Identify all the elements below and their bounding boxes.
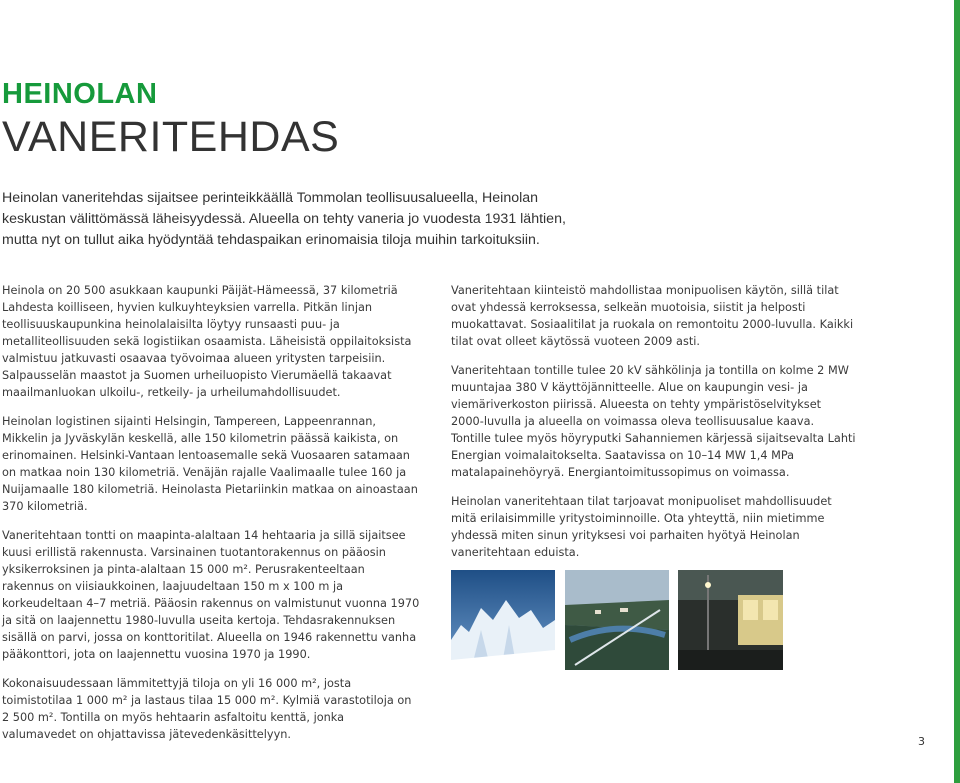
snowy-forest-photo — [451, 570, 555, 670]
page-number: 3 — [918, 735, 925, 748]
left-paragraph-3: Vaneritehtaan tontti on maapinta-alaltaan 14 hehtaaria ja sillä sijaitsee kuusi erillistä rakennusta. Varsinainen tuotantorakennus on pääosin yksikerroksinen ja pinta-alaltaan 15 000 m². Perusrakenteeltaan rakennus on viisiaukkoinen, laajuudeltaan 150 m x 100 m ja korkeudeltaan 4–7 metriä. Pääosin rakennus on valmistunut vuonna 1970 ja sitä on laajennettu 1980-luvulla useita kertoja. Tehdasrakennuksen sisällä on parvi, jossa on konttoritilat. Alueella on 1946 rakennettu vanha pääkonttori, jota on laajennettu vuosina 1970 ja 1990. — [2, 529, 420, 661]
left-paragraph-1: Heinola on 20 500 asukkaan kaupunki Päijät-Hämeessä, 37 kilometriä Lahdesta koilliseen, hyvien kulkuyhteyksien varrella. Pitkän linjan teollisuuskaupunkina heinolalaisilta löytyy runsaasti puu- ja metalliteollisuuden sekä logistiikan osaamista. Läheisistä oppilaitoksista valmistuu jatkuvasti osaavaa työvoimaa alueen yritysten tarpeisiin. Salpausselän maastot ja Suomen urheiluopisto Vierumäellä takaavat maailmanluokan ulkoilu-, retkeily- ja urheilumahdollisuudet. — [2, 284, 412, 399]
page-edge-bar — [954, 0, 960, 783]
aerial-town-bridge-photo — [565, 570, 669, 670]
right-paragraph-3: Heinolan vaneritehtaan tilat tarjoavat monipuoliset mahdollisuudet mitä erilaisimmille yritystoiminnoille. Ota yhteyttä, niin mietimme yhdessä miten sinun yrityksesi voi parhaiten hyötyä Heinolan vaneritehtaan eduista. — [451, 495, 832, 559]
right-column — [451, 282, 856, 573]
page-title-line-1: HEINOLAN — [2, 78, 158, 110]
left-paragraph-4: Kokonaisuudessaan lämmitettyjä tiloja on yli 16 000 m², josta toimistotilaa 1 000 m² ja lastaus tilaa 15 000 m². Kylmiä varastotiloja on 2 500 m². Tontilla on myös hehtaarin asfaltoitu kenttä, jonka valumavedet on ohjattavissa jätevedenkäsittelyyn. — [2, 677, 412, 741]
left-paragraph-2: Heinolan logistinen sijainti Helsingin, Tampereen, Lappeenrannan, Mikkelin ja Jyväskylän keskellä, alle 150 kilometrin päässä kaikista, on erinomainen. Helsinki-Vantaan lentoasemalle sekä Vuosaaren satamaan on matkaa noin 130 kilometriä. Venäjän rajalle Vaalimaalle tulee 160 ja Nuijamaalle 180 kilometriä. Heinolasta Pietariinkin matkaa on ainoastaan 370 kilometriä. — [2, 415, 418, 513]
street-night-photo — [678, 570, 783, 670]
right-paragraph-2: Vaneritehtaan tontille tulee 20 kV sähkölinja ja tontilla on kolme 2 MW muuntajaa 380 V käyttöjännitteelle. Alue on kaupungin vesi- ja viemäriverkoston piirissä. Alueesta on tehty ympäristöselvitykset 2000-luvulla ja alueella on voimassa oleva teollisuusalue kaava. Tontille tulee myös höyryputki Sahanniemen kärjessä sijaitsevalta Lahti Energian voimalaitokselta. Saatavissa on 10–14 MW 1,4 MPa matalapainehöyryä. Energiantoimitussopimus on voimassa. — [451, 364, 856, 479]
page-title-line-2: VANERITEHDAS — [2, 113, 340, 161]
right-paragraph-1: Vaneritehtaan kiinteistö mahdollistaa monipuolisen käytön, sillä tilat ovat yhdessä kerroksessa, selkeän muotoisia, siistit ja helposti muokattavat. Sosiaalitilat ja ruokala on remontoitu 2000-luvulla. Kaikki tilat ovat olleet käytössä vuoteen 2009 asti. — [451, 284, 854, 348]
lead-paragraph: Heinolan vaneritehdas sijaitsee perinteikkäällä Tommolan teollisuusalueella, Heinolan keskustan välittömässä läheisyydessä. Alueella on tehty vaneria jo vuodesta 1931 lähtien, mutta nyt on tullut aika hyödyntää tehdaspaikan erinomaisia tiloja muihin tarkoituksiin. — [2, 190, 566, 248]
left-column — [2, 282, 420, 755]
